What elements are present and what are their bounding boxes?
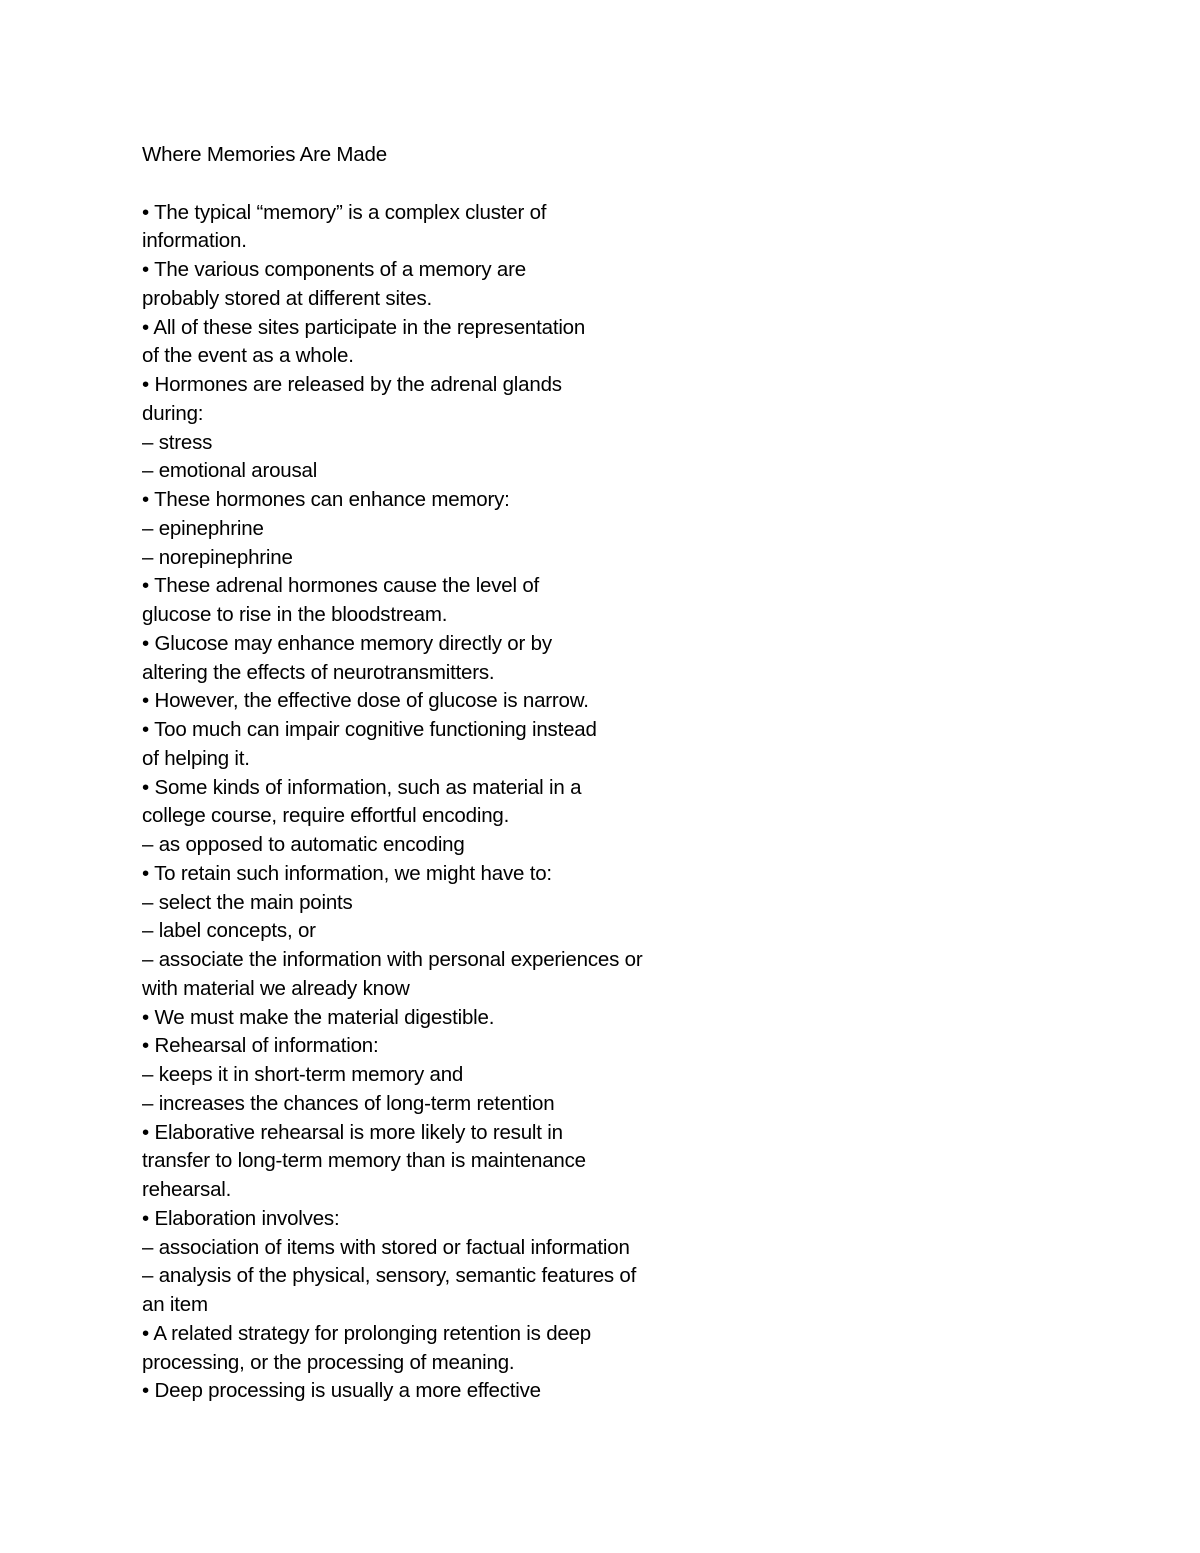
document-line: • Elaboration involves: bbox=[142, 1206, 340, 1230]
document-line: college course, require effortful encoding. bbox=[142, 804, 510, 828]
document-line: • Hormones are released by the adrenal glands bbox=[142, 373, 562, 396]
document-line: information. bbox=[142, 229, 247, 253]
document-line: – label concepts, or bbox=[142, 919, 316, 943]
document-line: • All of these sites participate in the representation bbox=[142, 315, 586, 339]
document-line: glucose to rise in the bloodstream. bbox=[142, 603, 448, 626]
document-line: • Rehearsal of information: bbox=[142, 1034, 379, 1058]
document-line: • Too much can impair cognitive functioning instead bbox=[142, 718, 597, 741]
document-line: • These adrenal hormones cause the level of bbox=[142, 574, 540, 598]
document-line: • A related strategy for prolonging retention is deep bbox=[142, 1321, 592, 1345]
document-line: processing, or the processing of meaning. bbox=[142, 1350, 515, 1374]
document-line: • However, the effective dose of glucose is narrow. bbox=[142, 689, 589, 713]
document-line: – association of items with stored or factual information bbox=[142, 1235, 630, 1259]
document-line: – as opposed to automatic encoding bbox=[142, 833, 465, 856]
document-line: • The various components of a memory are bbox=[142, 258, 526, 281]
document-lines bbox=[142, 199, 1142, 1407]
document-line: – associate the information with personal experiences or bbox=[142, 948, 643, 971]
document-line: transfer to long-term memory than is maintenance bbox=[142, 1149, 586, 1173]
document-line: – keeps it in short-term memory and bbox=[142, 1063, 464, 1086]
document-line: altering the effects of neurotransmitters. bbox=[142, 660, 495, 684]
document-body bbox=[142, 141, 1142, 1406]
document-title: Where Memories Are Made bbox=[142, 143, 387, 166]
document-line: • We must make the material digestible. bbox=[142, 1005, 495, 1029]
document-line: – epinephrine bbox=[142, 516, 264, 540]
document-line: • Some kinds of information, such as material in a bbox=[142, 775, 582, 799]
document-line: – stress bbox=[142, 430, 213, 454]
document-line: – increases the chances of long-term retention bbox=[142, 1091, 555, 1115]
document-line: with material we already know bbox=[142, 976, 410, 1000]
document-line: – norepinephrine bbox=[142, 545, 293, 569]
document-line: • Glucose may enhance memory directly or by bbox=[142, 631, 552, 655]
document-line: – analysis of the physical, sensory, semantic features of bbox=[142, 1264, 637, 1288]
document-line: of the event as a whole. bbox=[142, 344, 354, 368]
document-line: an item bbox=[142, 1293, 208, 1316]
document-line: • To retain such information, we might have to: bbox=[142, 861, 552, 885]
document-line: • The typical “memory” is a complex cluster of bbox=[142, 200, 547, 224]
document-line: – select the main points bbox=[142, 890, 353, 914]
document-line: during: bbox=[142, 401, 204, 425]
document-line: • Elaborative rehearsal is more likely to result in bbox=[142, 1120, 563, 1144]
document-line: • Deep processing is usually a more effective bbox=[142, 1379, 541, 1403]
document-line: probably stored at different sites. bbox=[142, 286, 433, 310]
document-line: • These hormones can enhance memory: bbox=[142, 488, 510, 511]
document-line: – emotional arousal bbox=[142, 459, 318, 483]
document-line: of helping it. bbox=[142, 746, 250, 770]
document-line: rehearsal. bbox=[142, 1178, 232, 1201]
